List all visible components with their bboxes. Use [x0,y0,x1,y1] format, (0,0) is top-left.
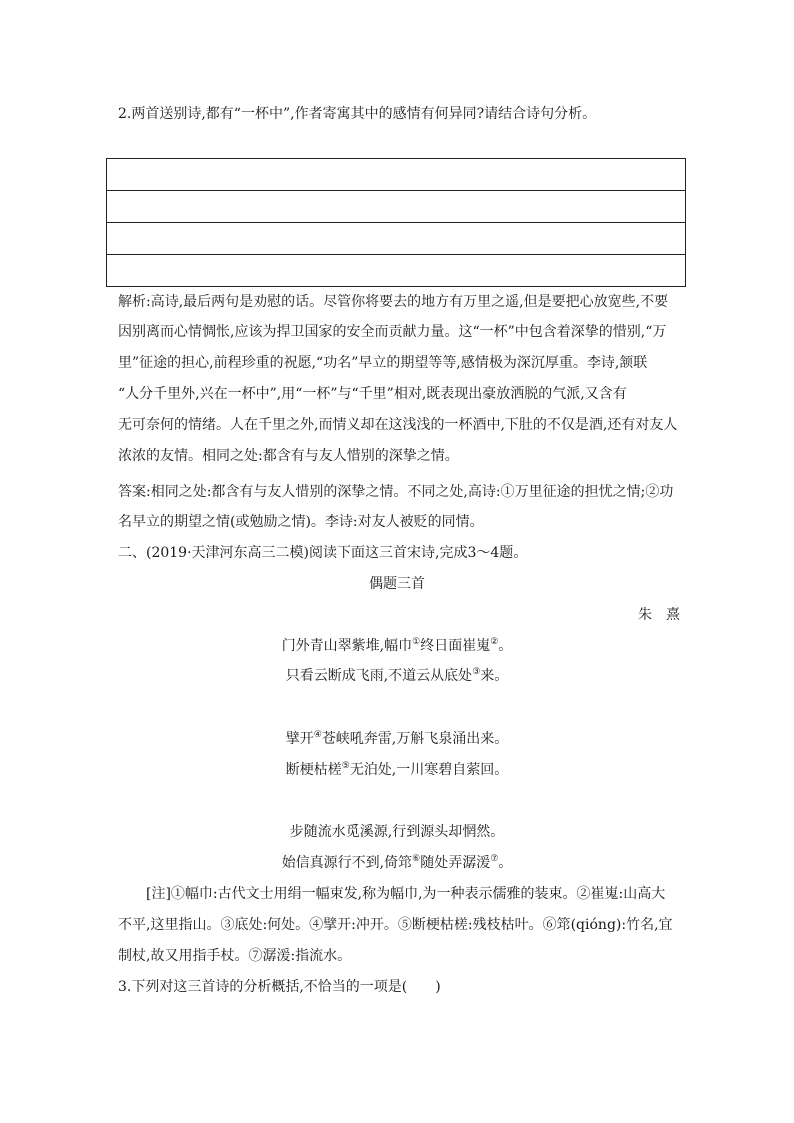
footnote-marker: ⑦ [490,854,499,864]
note-line: [注]①幅巾:古代文士用绢一幅束发,称为幅巾,为一种表示儒雅的装束。②崔嵬:山高大 [146,886,666,902]
section-heading: 二、(2019·天津河东高三二模)阅读下面这三首宋诗,完成3～4题。 [118,545,528,561]
answer-line-cell[interactable] [107,255,686,287]
footnote-marker: ① [412,637,421,647]
poem-author: 朱 熹 [638,607,680,623]
note-line: 制杖,故又用指手杖。⑦潺湲:指流水。 [118,948,352,964]
answer-line [107,159,686,191]
answer-line [107,255,686,287]
footnote-marker: ⑥ [412,854,421,864]
footnote-marker: ② [490,637,499,647]
poem-line: 只看云断成飞雨,不道云从底处③来。 [285,667,509,684]
poem-title: 偶题三首 [369,576,425,592]
analysis-line: 解析:高诗,最后两句是劝慰的话。尽管你将要去的地方有万里之遥,但是要把心放宽些,不要 [118,294,669,310]
note-line: 不平,这里指山。③底处:何处。④擘开:冲开。⑤断梗枯槎:残枝枯叶。⑥筇(qióng):竹名,宜 [118,917,673,933]
answer-line: 答案:相同之处:都含有与友人惜别的深挚之情。不同之处,高诗:①万里征途的担忧之情;②功 [118,484,674,500]
poem-line: 始信真源行不到,倚筇⑥随处弄潺湲⑦。 [281,854,513,871]
poem-line: 擘开④苍峡吼奔雷,万斛飞泉涌出来。 [285,730,509,747]
analysis-line: 里”征途的担心,前程珍重的祝愿,“功名”早立的期望等等,感情极为深沉厚重。李诗,颔联 [118,355,648,371]
poem-line: 门外青山翠紫堆,幅巾①终日面崔嵬②。 [281,637,513,654]
footnote-marker: ⑤ [341,761,350,771]
question-3: 3.下列对这三首诗的分析概括,不恰当的一项是( ) [118,979,441,995]
answer-line: 名早立的期望之情(或勉励之情)。李诗:对友人被贬的同情。 [118,514,484,530]
answer-lines-table [106,158,686,287]
analysis-line: 因别离而心情惆怅,应该为捍卫国家的安全而贡献力量。这“一杯”中包含着深挚的惜别,“万 [118,324,667,340]
analysis-line: 浓浓的友情。相同之处:都含有与友人惜别的深挚之情。 [118,448,459,464]
footnote-marker: ④ [313,730,322,740]
footnote-marker: ③ [472,667,481,677]
answer-line-cell[interactable] [107,223,686,255]
analysis-line: 无可奈何的情绪。人在千里之外,而情义却在这浅浅的一杯酒中,下肚的不仅是酒,还有对友人 [118,417,678,433]
answer-line [107,191,686,223]
answer-line-cell[interactable] [107,159,686,191]
poem-line: 断梗枯槎⑤无泊处,一川寒碧自萦回。 [285,761,509,778]
poem-line: 步随流水觅溪源,行到源头却惘然。 [289,824,505,840]
answer-line-cell[interactable] [107,191,686,223]
analysis-line: “人分千里外,兴在一杯中”,用“一杯”与“千里”相对,既表现出豪放洒脱的气派,又含有 [118,386,627,402]
answer-line [107,223,686,255]
question-2: 2.两首送别诗,都有“一杯中”,作者寄寓其中的感情有何异同?请结合诗句分析。 [118,106,597,122]
